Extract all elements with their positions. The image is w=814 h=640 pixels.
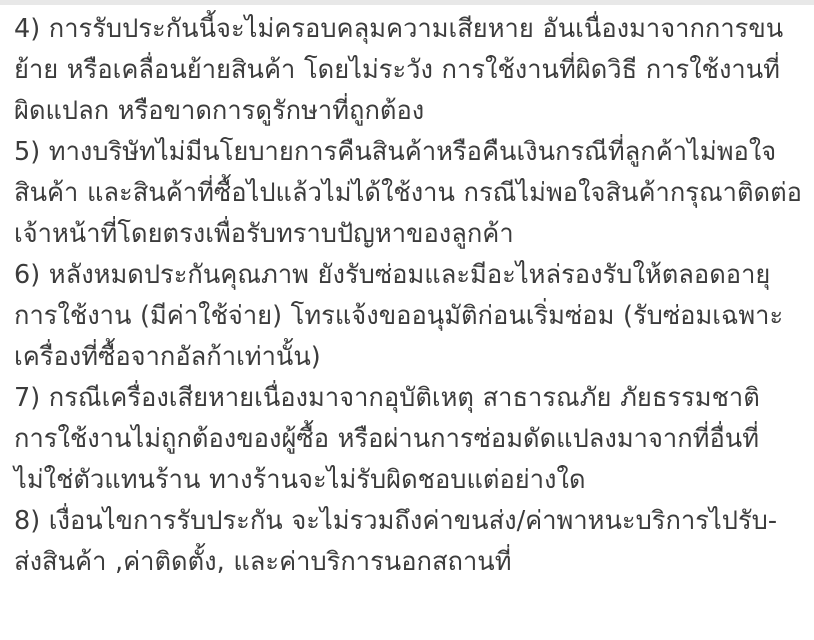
warranty-term-7: 7) กรณีเครื่องเสียหายเนื่องมาจากอุบัติเหตุ สาธารณภัย ภัยธรรมชาติ การใช้งานไม่ถูกต้องของผู้ซื้อ หรือผ่านการซ่อมดัดแปลงมาจากที่อื่นที่ไม่ใช่ตัวแทนร้าน ทางร้านจะไม่รับผิดชอบแต่อย่างใด bbox=[14, 383, 760, 495]
warranty-term-5: 5) ทางบริษัทไม่มีนโยบายการคืนสินค้าหรือคืนเงินกรณีที่ลูกค้าไม่พอใจสินค้า และสินค้าที่ซื้อไปแล้วไม่ได้ใช้งาน กรณีไม่พอใจสินค้ากรุณาติดต่อเจ้าหน้าที่โดยตรงเพื่อรับทราบปัญหาของลูกค้า bbox=[14, 137, 802, 249]
warranty-term-8: 8) เงื่อนไขการรับประกัน จะไม่รวมถึงค่าขนส่ง/ค่าพาหนะบริการไปรับ-ส่งสินค้า ,ค่าติดตั้ง, และค่าบริการนอกสถานที่ bbox=[14, 506, 778, 577]
top-divider bbox=[0, 0, 814, 5]
warranty-term-6: 6) หลังหมดประกันคุณภาพ ยังรับซ่อมและมีอะไหล่รองรับให้ตลอดอายุการใช้งาน (มีค่าใช้จ่าย) โทรแจ้งขออนุมัติก่อนเริ่มซ่อม (รับซ่อมเฉพาะเครื่องที่ซื้อจากอัลก้าเท่านั้น) bbox=[14, 260, 784, 372]
warranty-terms-body bbox=[14, 9, 804, 583]
warranty-term-4: 4) การรับประกันนี้จะไม่ครอบคลุมความเสียหาย อันเนื่องมาจากการขนย้าย หรือเคลื่อนย้ายสินค้า โดยไม่ระวัง การใช้งานที่ผิดวิธี การใช้งานที่ผิดแปลก หรือขาดการดูรักษาที่ถูกต้อง bbox=[14, 14, 784, 126]
